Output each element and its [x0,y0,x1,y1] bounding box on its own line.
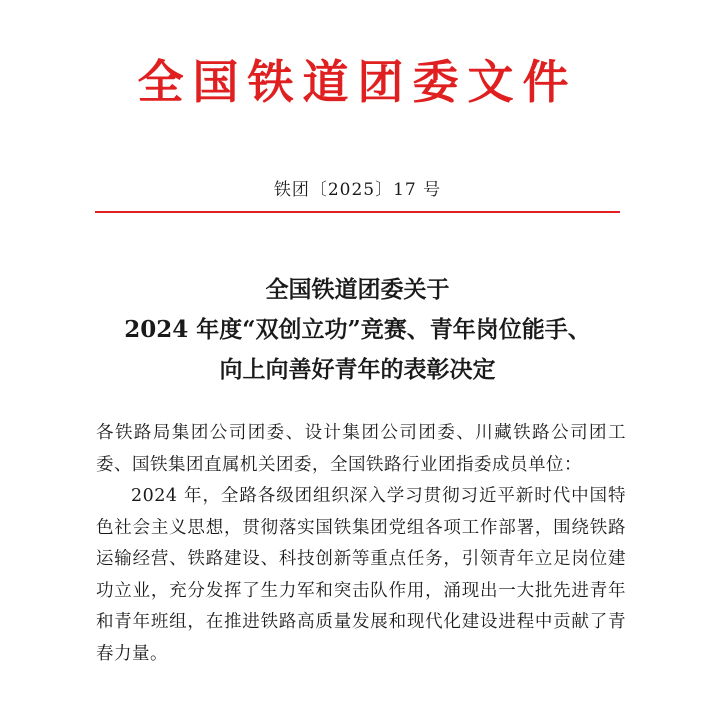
red-divider-line [95,211,620,213]
document-body [96,418,626,670]
document-number: 铁团〔2025〕17 号 [273,180,442,200]
heading-line-1: 全国铁道团委关于 [265,276,450,303]
salutation-paragraph: 各铁路局集团公司团委、设计集团公司团委、川藏铁路公司团工委、国铁集团直属机关团委，全国铁路行业团指委成员单位： [96,423,626,475]
document-heading [0,270,715,390]
document-header-title: 全国铁道团委文件 [137,55,578,109]
heading-line-3: 向上向善好青年的表彰决定 [219,356,496,383]
body-paragraph-1: 2024 年，全路各级团组织深入学习贯彻习近平新时代中国特色社会主义思想，贯彻落实国铁集团党组各项工作部署，围绕铁路运输经营、铁路建设、科技创新等重点任务，引领青年立足岗位建功立业，充分发挥了生力军和突击队作用，涌现出一大批先进青年和青年班组，在推进铁路高质量发展和现代化建设进程中贡献了青春力量。 [96,486,626,664]
heading-line-2: 2024 年度“双创立功”竞赛、青年岗位能手、 [124,316,591,343]
